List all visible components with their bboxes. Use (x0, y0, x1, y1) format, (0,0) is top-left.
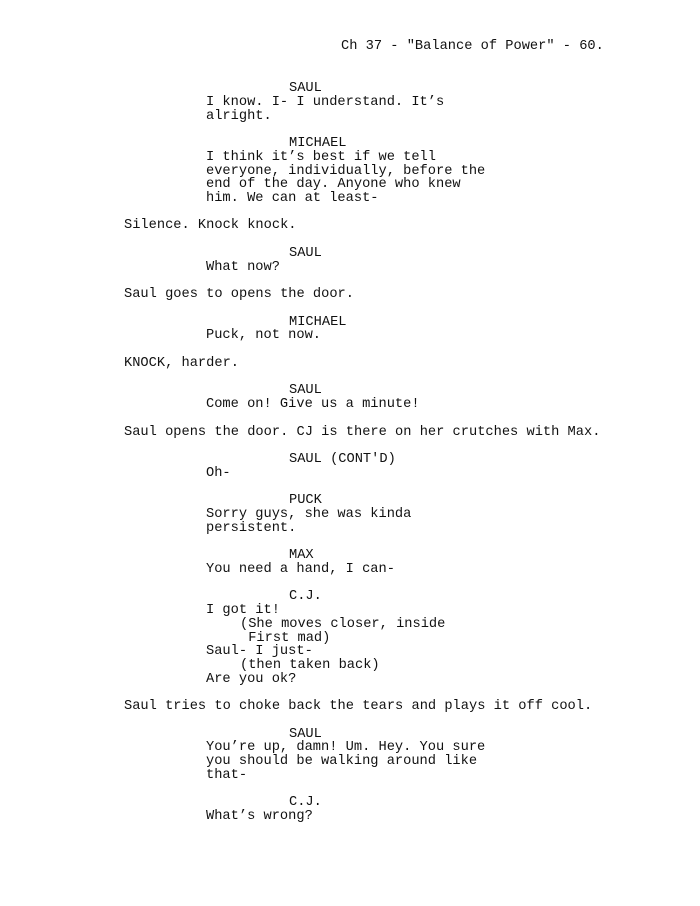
dialogue-line: I got it! (206, 603, 280, 618)
dialogue-line: you should be walking around like (206, 754, 478, 769)
dialogue-line: Are you ok? (206, 672, 297, 687)
action-line: Silence. Knock knock. (124, 218, 297, 233)
dialogue-line: You need a hand, I can- (206, 562, 395, 577)
dialogue-line: Oh- (206, 466, 231, 481)
parenthetical-line: First mad) (240, 631, 331, 646)
character-cue: C.J. (289, 589, 322, 604)
dialogue-line: Saul- I just- (206, 644, 313, 659)
dialogue-line: Puck, not now. (206, 328, 321, 343)
dialogue-line: him. We can at least- (206, 191, 379, 206)
dialogue-line: alright. (206, 109, 272, 124)
character-cue: SAUL (CONT'D) (289, 452, 396, 467)
character-cue: MICHAEL (289, 136, 347, 151)
dialogue-line: end of the day. Anyone who knew (206, 177, 461, 192)
character-cue: SAUL (289, 246, 322, 261)
dialogue-line: I know. I- I understand. It’s (206, 95, 445, 110)
parenthetical-line: (She moves closer, inside (240, 617, 446, 632)
dialogue-line: You’re up, damn! Um. Hey. You sure (206, 740, 486, 755)
action-line: Saul opens the door. CJ is there on her crutches with Max. (124, 425, 601, 440)
character-cue: SAUL (289, 727, 322, 742)
dialogue-line: What now? (206, 260, 280, 275)
dialogue-line: Come on! Give us a minute! (206, 397, 420, 412)
action-line: Saul tries to choke back the tears and plays it off cool. (124, 699, 593, 714)
dialogue-line: I think it’s best if we tell (206, 150, 436, 165)
dialogue-line: What’s wrong? (206, 809, 313, 824)
character-cue: MAX (289, 548, 314, 563)
dialogue-line: that- (206, 768, 248, 783)
dialogue-line: persistent. (206, 521, 297, 536)
character-cue: MICHAEL (289, 315, 347, 330)
parenthetical-line: (then taken back) (240, 658, 380, 673)
page-header: Ch 37 - "Balance of Power" - 60. (341, 39, 604, 54)
dialogue-line: everyone, individually, before the (206, 164, 486, 179)
action-line: Saul goes to opens the door. (124, 287, 354, 302)
character-cue: SAUL (289, 383, 322, 398)
dialogue-line: Sorry guys, she was kinda (206, 507, 412, 522)
action-line: KNOCK, harder. (124, 356, 239, 371)
character-cue: C.J. (289, 795, 322, 810)
character-cue: SAUL (289, 81, 322, 96)
character-cue: PUCK (289, 493, 322, 508)
